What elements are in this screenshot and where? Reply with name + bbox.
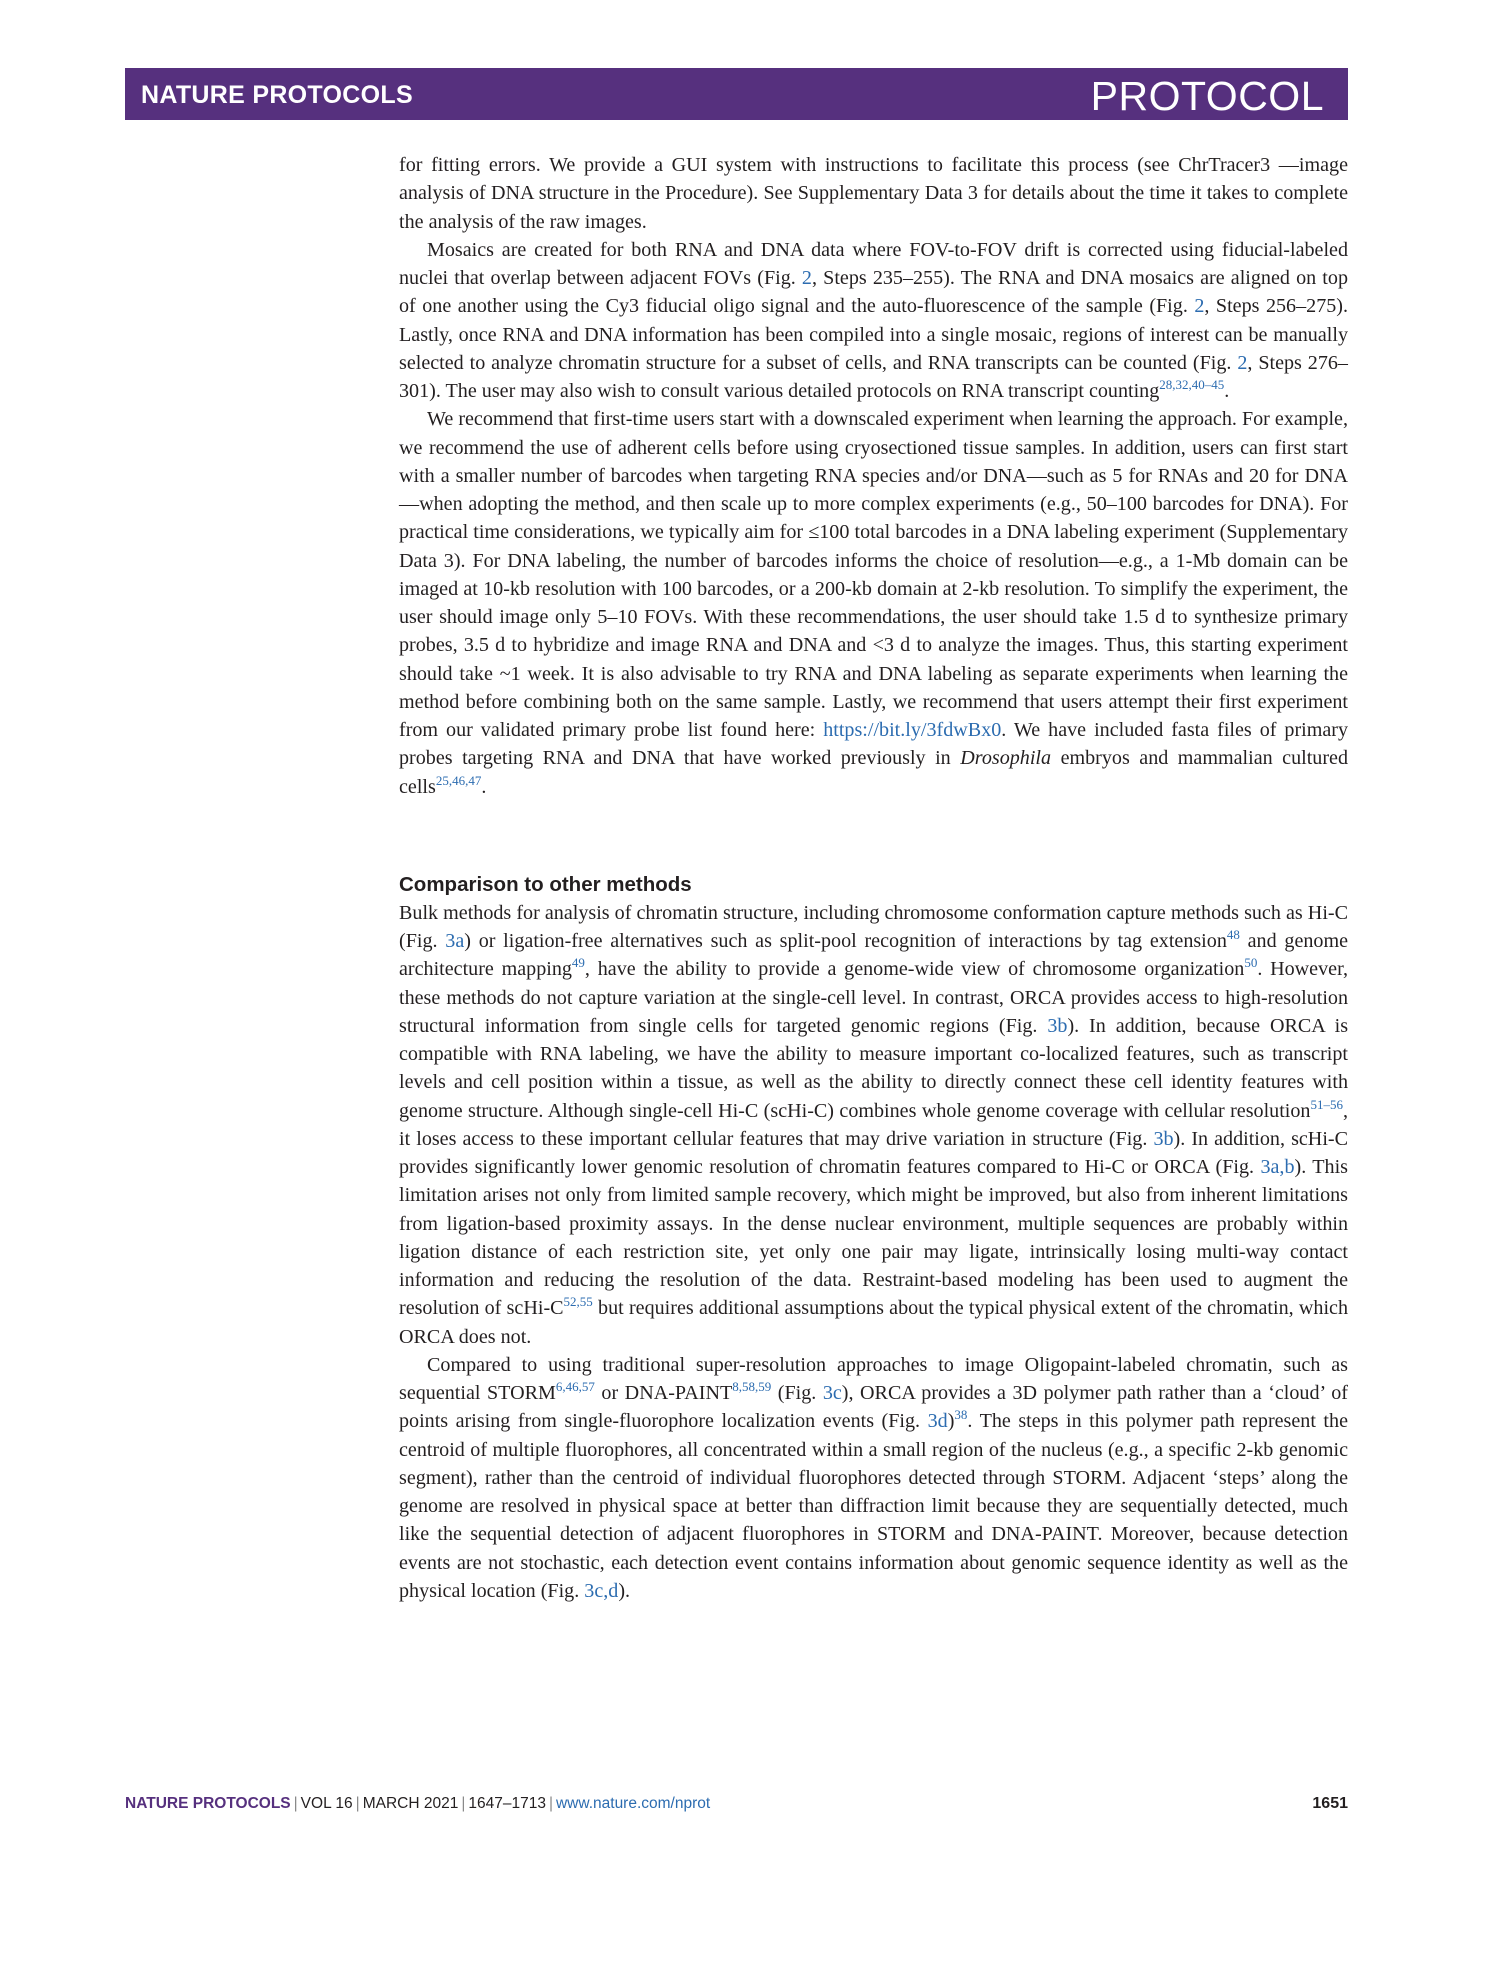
citation-superscript[interactable]: 49 [571,955,585,971]
body-text: . We have included fasta files of primary probes targeting RNA and DNA that have worked previously in [399,719,1349,770]
body-text: Bulk methods for analysis of chromatin structure, including chromosome conformation capture methods such as Hi-C (Fig. [399,901,1348,952]
body-text: Mosaics are created for both RNA and DNA data where FOV-to-FOV drift is corrected using fiducial-labeled nuclei that overlap between adjacent FOVs (Fig. [399,238,1348,289]
citation-superscript[interactable]: 48 [1226,927,1240,942]
body-text: and genome architecture mapping [399,930,1348,981]
figure-reference-link[interactable]: 2 [1237,351,1248,374]
body-text: ) or ligation-free alternatives such as split-pool recognition of interactions by tag extension [464,930,1227,952]
body-text: We recommend that first-time users start with a downscaled experiment when learning the approach. For example, we recommend the use of adherent cells before using cryosectioned tissue samples. In addition, users can first start with a smaller number of barcodes when targeting RNA species and/or DNA—such as 5 for RNAs and 20 for DNA—when adopting the method, and then scale up to more complex experiments (e.g., 50–100 barcodes for DNA). For practical time considerations, we typically aim for ≤100 total barcodes in a DNA labeling experiment (Supplementary Data 3). For DNA labeling, the number of barcodes informs the choice of resolution—e.g., a 1-Mb domain can be imaged at 10-kb resolution with 100 barcodes, or a 200-kb domain at 2-kb resolution. To simplify the experiment, the user should image only 5–10 FOVs. With these recommendations, the user should take 1.5 d to synthesize primary probes, 3.5 d to hybridize and image RNA and DNA and <3 d to analyze the images. Thus, this starting experiment should take ~1 week. It is also advisable to try RNA and DNA labeling as separate experiments when learning the method before combining both on the same sample. Lastly, we recommend that users attempt their first experiment from our validated primary probe list found here: [399,408,1348,741]
body-text: ). In addition, because ORCA is compatible with RNA labeling, we have the ability to measure important co-localized features, such as transcript levels and cell position within a tissue, as well as the ability to directly connect these cell identity features with genome structure. Although single-cell Hi-C (scHi-C) combines whole genome coverage with cellular resolution [399,1014,1349,1122]
article-type: PROTOCOL [1090,73,1324,119]
citation-superscript[interactable]: 38 [954,1407,968,1423]
italic-text: Drosophila [960,747,1052,770]
citation-superscript[interactable]: 50 [1244,955,1258,971]
body-text: ) [947,1410,955,1433]
section-paragraph [399,899,1348,1351]
journal-name: NATURE PROTOCOLS [141,81,413,109]
figure-reference-link[interactable]: 3a [445,930,465,952]
footer-volume: VOL 16 [300,1795,353,1812]
body-text: , Steps 235–255). The RNA and DNA mosaics are aligned on top of one another using the Cy3 fiducial oligo signal and the auto-fluorescence of the sample (Fig. [399,267,1348,318]
body-text: or DNA-PAINT [594,1382,733,1404]
body-text: . [1224,380,1230,402]
body-text: embryos and mammalian cultured cells [399,747,1348,798]
citation-superscript[interactable]: 51–56 [1310,1096,1343,1112]
footer-pages: 1647–1713 [468,1795,546,1812]
body-text: , Steps 256–275). Lastly, once RNA and DNA information has been compiled into a single mosaic, regions of interest can be manually selected to analyze chromatin structure for a subset of cells, and RNA transcripts can be counted (Fig. [399,295,1348,374]
section-paragraphs [399,899,1348,1605]
footer-citation: NATURE PROTOCOLS | VOL 16 | MARCH 2021 | 1647–1713 | www.nature.com/nprot [125,1795,711,1812]
intro-paragraphs [399,151,1348,801]
body-text: , Steps 276–301). The user may also wish to consult various detailed protocols on RNA transcript counting [399,351,1348,402]
footer-url-link[interactable]: www.nature.com/nprot [555,1795,711,1812]
citation-superscript[interactable]: 52,55 [563,1294,593,1310]
section-paragraph [399,1351,1348,1605]
body-text: ). [618,1579,631,1602]
figure-reference-link[interactable]: 3a,b [1260,1156,1295,1178]
probe-list-url-link[interactable]: https://bit.ly/3fdwBx0 [823,719,1002,741]
article-body [399,151,1348,1605]
citation-superscript[interactable]: 28,32,40–45 [1159,377,1225,392]
citation-superscript[interactable]: 8,58,59 [732,1379,772,1394]
figure-reference-link[interactable]: 3c,d [584,1579,619,1602]
body-text: . However, these methods do not capture variation at the single-cell level. In contrast, ORCA provides access to high-resolution structural information from single cells for targeted genomic regions (Fig. [399,958,1348,1037]
journal-header-bar [125,68,1348,120]
body-text: ). In addition, scHi-C provides significantly lower genomic resolution of chromatin features compared to Hi-C or ORCA (Fig. [399,1127,1348,1178]
body-text: but requires additional assumptions about the typical physical extent of the chromatin, which ORCA does not. [399,1297,1348,1348]
body-text: ). This limitation arises not only from limited sample recovery, which might be improved, but also from inherent limitations from ligation-based proximity assays. In the dense nuclear environment, multiple sequences are probably within ligation distance of each restriction site, yet only one pair may ligate, intrinsically losing multi-way contact information and reducing the resolution of the data. Restraint-based modeling has been used to augment the resolution of scHi-C [399,1156,1348,1320]
citation-superscript[interactable]: 25,46,47 [435,772,482,788]
figure-reference-link[interactable]: 3b [1153,1127,1174,1150]
figure-reference-link[interactable]: 3b [1047,1014,1068,1037]
body-text: , it loses access to these important cellular features that may drive variation in structure (Fig. [399,1099,1348,1150]
intro-paragraph [399,236,1348,406]
section-heading: Comparison to other methods [399,872,692,896]
footer-date: MARCH 2021 [362,1795,459,1812]
body-text: for fitting errors. We provide a GUI system with instructions to facilitate this process (see ChrTracer3 —image analysis of DNA structure in the Procedure). See Supplementary Data 3 for details about the time it takes to complete the analysis of the raw images. [399,154,1348,233]
figure-reference-link[interactable]: 2 [1194,295,1205,318]
body-text: . [481,775,487,798]
body-text: Compared to using traditional super-resolution approaches to image Oligopaint-labeled chromatin, such as sequential STORM [399,1353,1348,1404]
page-number: 1651 [1312,1795,1348,1812]
figure-reference-link[interactable]: 3d [927,1410,948,1433]
footer-journal: NATURE PROTOCOLS [125,1795,291,1812]
intro-paragraph [399,405,1348,801]
intro-paragraph [399,151,1348,236]
figure-reference-link[interactable]: 3c [822,1382,842,1404]
figure-reference-link[interactable]: 2 [801,267,812,289]
body-text: ), ORCA provides a 3D polymer path rather than a ‘cloud’ of points arising from single-fluorophore localization events (Fig. [399,1382,1348,1433]
body-text: . The steps in this polymer path represent the centroid of multiple fluorophores, all concentrated within a small region of the nucleus (e.g., a specific 2-kb genomic segment), rather than the centroid of individual fluorophores detected through STORM. Adjacent ‘steps’ along the genome are resolved in physical space at better than diffraction limit because they are sequentially detected, much like the sequential detection of adjacent fluorophores in STORM and DNA-PAINT. Moreover, because detection events are not stochastic, each detection event contains information about genomic sequence identity as well as the physical location (Fig. [399,1410,1348,1602]
body-text: (Fig. [771,1382,823,1404]
citation-superscript[interactable]: 6,46,57 [555,1379,595,1394]
body-text: , have the ability to provide a genome-wide view of chromosome organization [584,958,1245,981]
